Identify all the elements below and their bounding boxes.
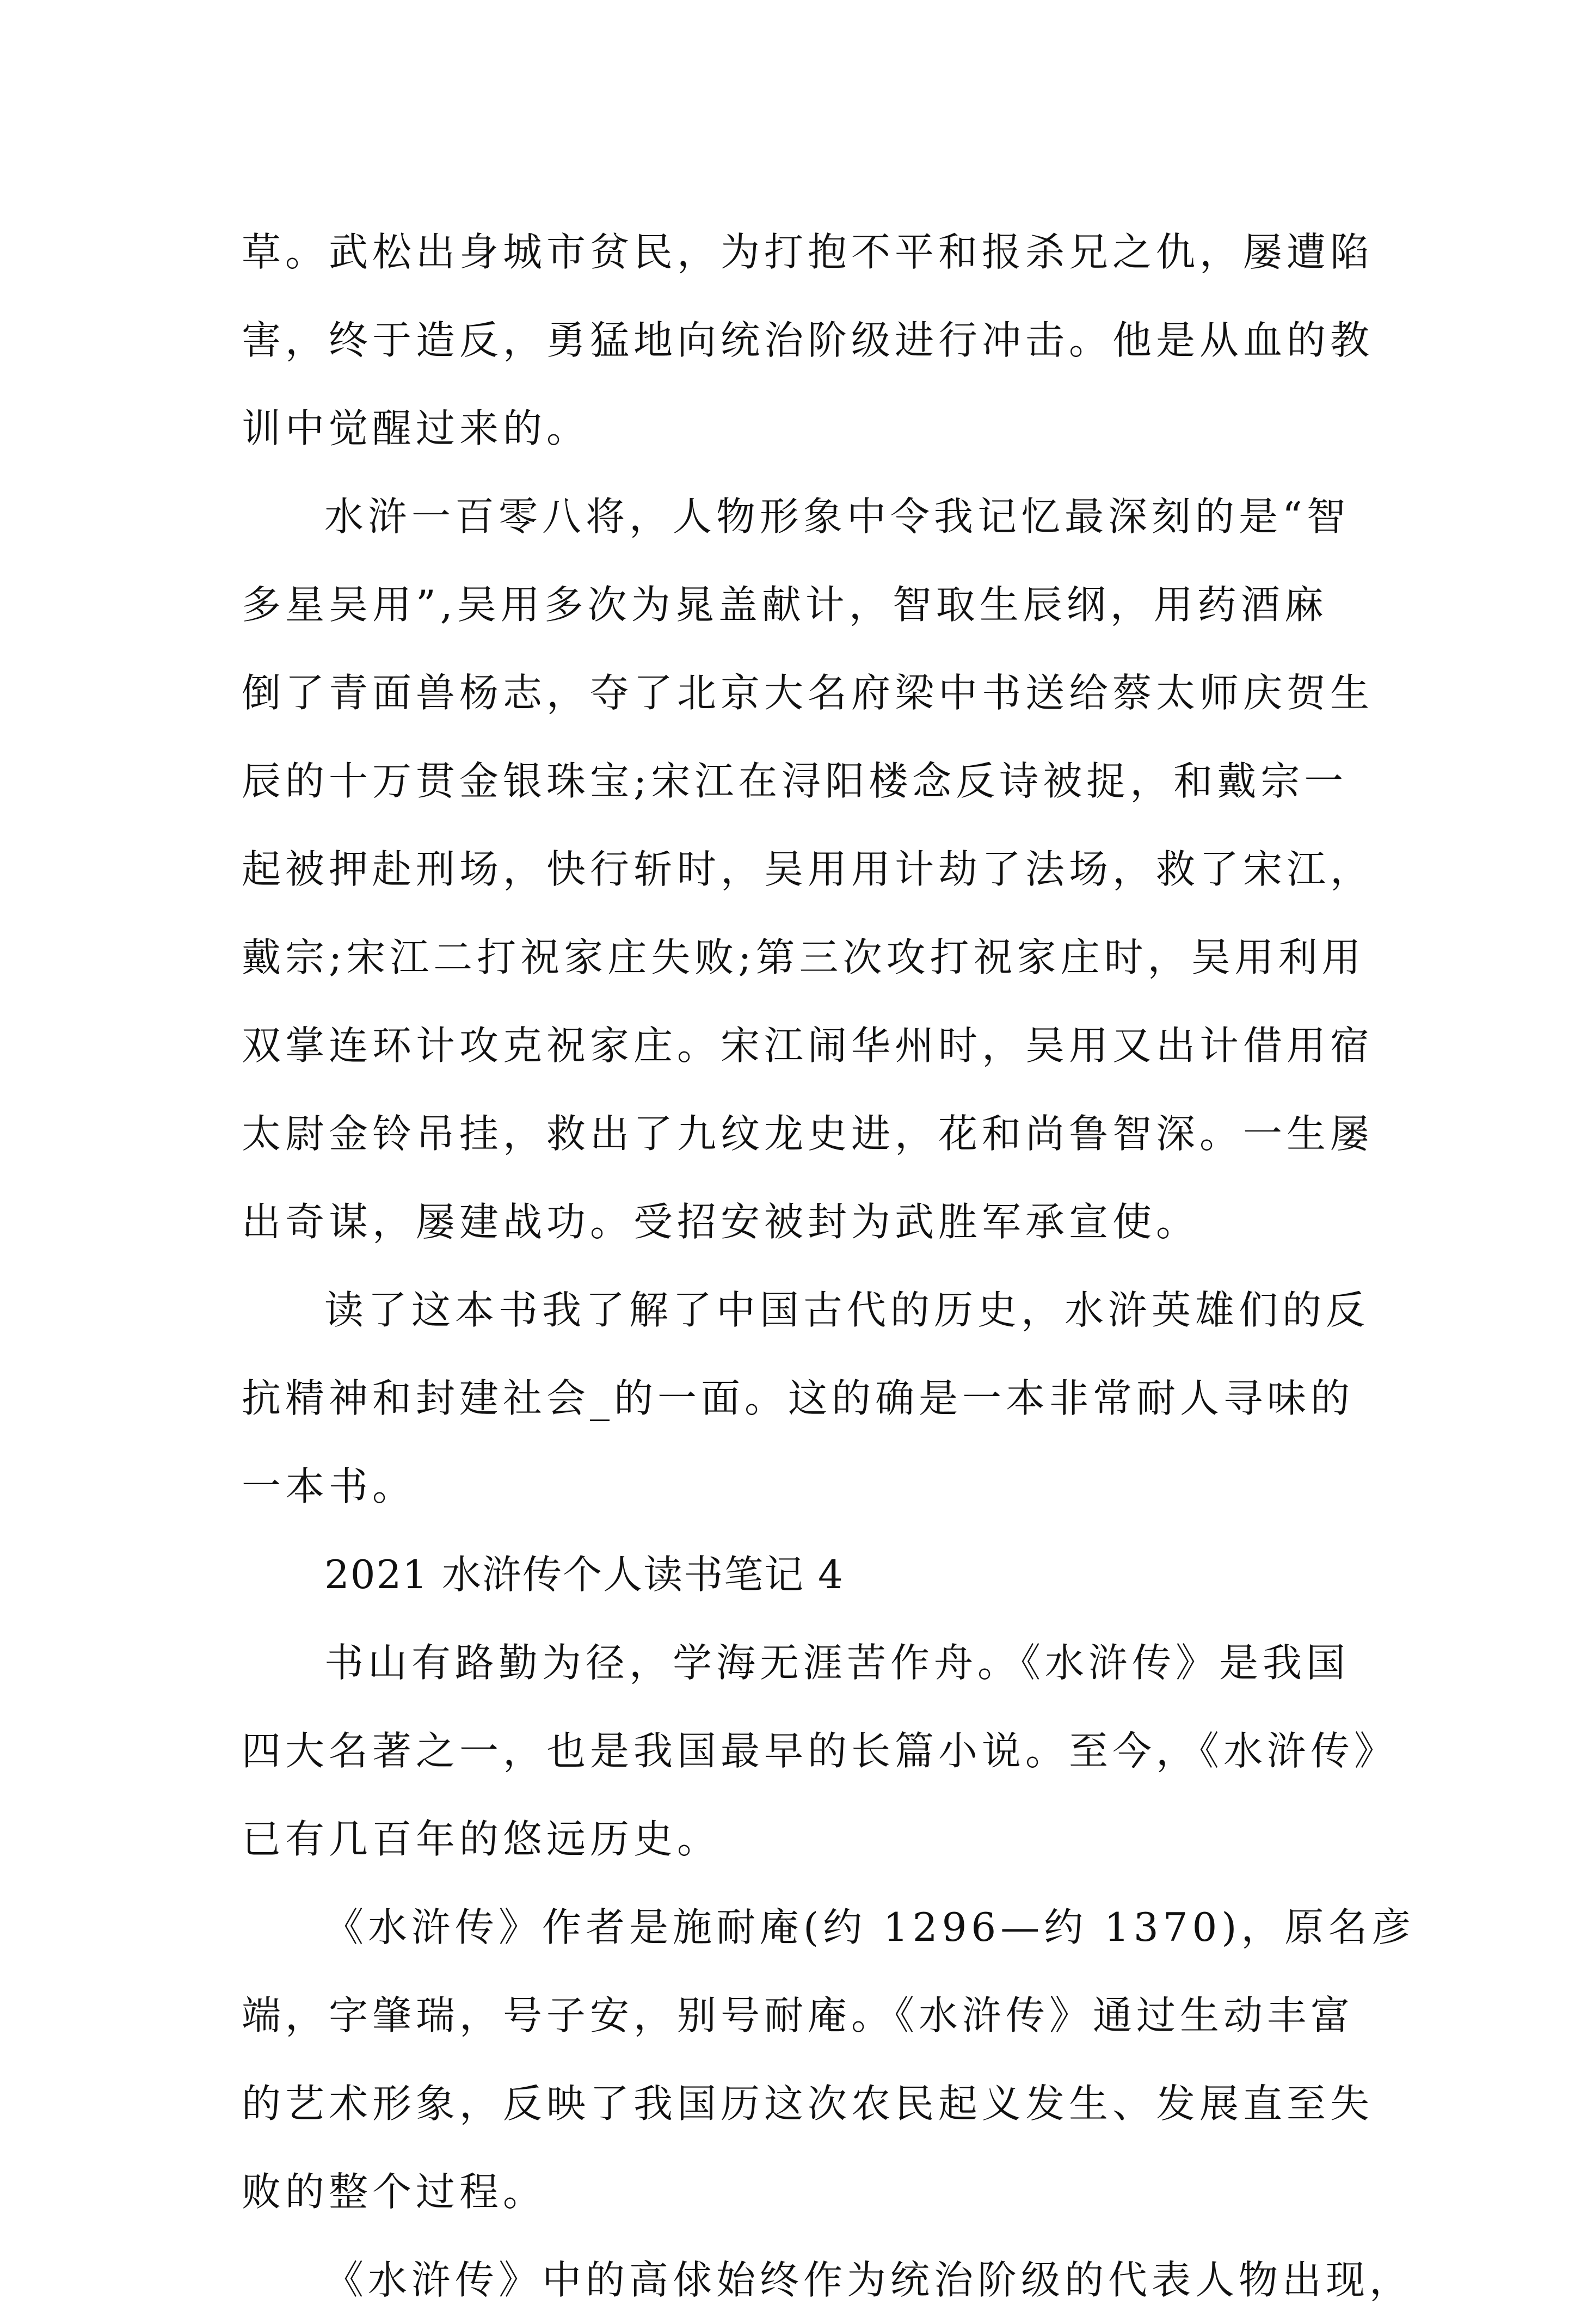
- text-line: 草。武松出身城市贫民，为打抱不平和报杀兄之仇，屡遭陷: [242, 229, 1374, 275]
- section-heading: 2021 水浒传个人读书笔记 4: [324, 1552, 844, 1597]
- text-line: 抗精神和封建社会_的一面。这的确是一本非常耐人寻味的: [242, 1375, 1355, 1421]
- text-line: 双掌连环计攻克祝家庄。宋江闹华州时，吴用又出计借用宿: [242, 1023, 1374, 1068]
- text-line: 辰的十万贯金银珠宝;宋江在浔阳楼念反诗被捉，和戴宗一: [242, 758, 1348, 804]
- text-line: 害，终于造反，勇猛地向统治阶级进行冲击。他是从血的教: [242, 317, 1374, 363]
- paragraph-first-line: 《水浒传》作者是施耐庵(约 1296—约 1370)，原名彦: [324, 1904, 1416, 1950]
- text-line: 败的整个过程。: [242, 2169, 547, 2215]
- text-line: 太尉金铃吊挂，救出了九纹龙史进，花和尚鲁智深。一生屡: [242, 1111, 1374, 1157]
- paragraph-first-line: 《水浒传》中的高俅始终作为统治阶级的代表人物出现，: [324, 2257, 1413, 2303]
- text-line: 训中觉醒过来的。: [242, 405, 590, 451]
- text-line: 的艺术形象，反映了我国历这次农民起义发生、发展直至失: [242, 2081, 1374, 2126]
- text-line: 四大名著之一，也是我国最早的长篇小说。至今，《水浒传》: [242, 1728, 1398, 1774]
- paragraph-first-line: 书山有路勤为径，学海无涯苦作舟。《水浒传》是我国: [324, 1640, 1350, 1686]
- paragraph-first-line: 读了这本书我了解了中国古代的历史，水浒英雄们的反: [324, 1287, 1370, 1333]
- text-line: 起被押赴刑场，快行斩时，吴用用计劫了法场，救了宋江，: [242, 846, 1374, 892]
- text-line: 出奇谋，屡建战功。受招安被封为武胜军承宣使。: [242, 1199, 1200, 1245]
- text-line: 已有几百年的悠远历史。: [242, 1816, 721, 1862]
- text-line: 端，字肇瑞，号子安，别号耐庵。《水浒传》通过生动丰富: [242, 1993, 1355, 2038]
- text-line: 倒了青面兽杨志，夺了北京大名府梁中书送给蔡太师庆贺生: [242, 670, 1374, 716]
- document-body: [242, 208, 1416, 2324]
- text-line: 戴宗;宋江二打祝家庄失败;第三次攻打祝家庄时，吴用利用: [242, 934, 1365, 980]
- text-line: 多星吴用”,吴用多次为晁盖献计，智取生辰纲，用药酒麻: [242, 582, 1328, 628]
- text-line: 一本书。: [242, 1464, 416, 1509]
- paragraph-first-line: 水浒一百零八将，人物形象中令我记忆最深刻的是“智: [324, 494, 1350, 539]
